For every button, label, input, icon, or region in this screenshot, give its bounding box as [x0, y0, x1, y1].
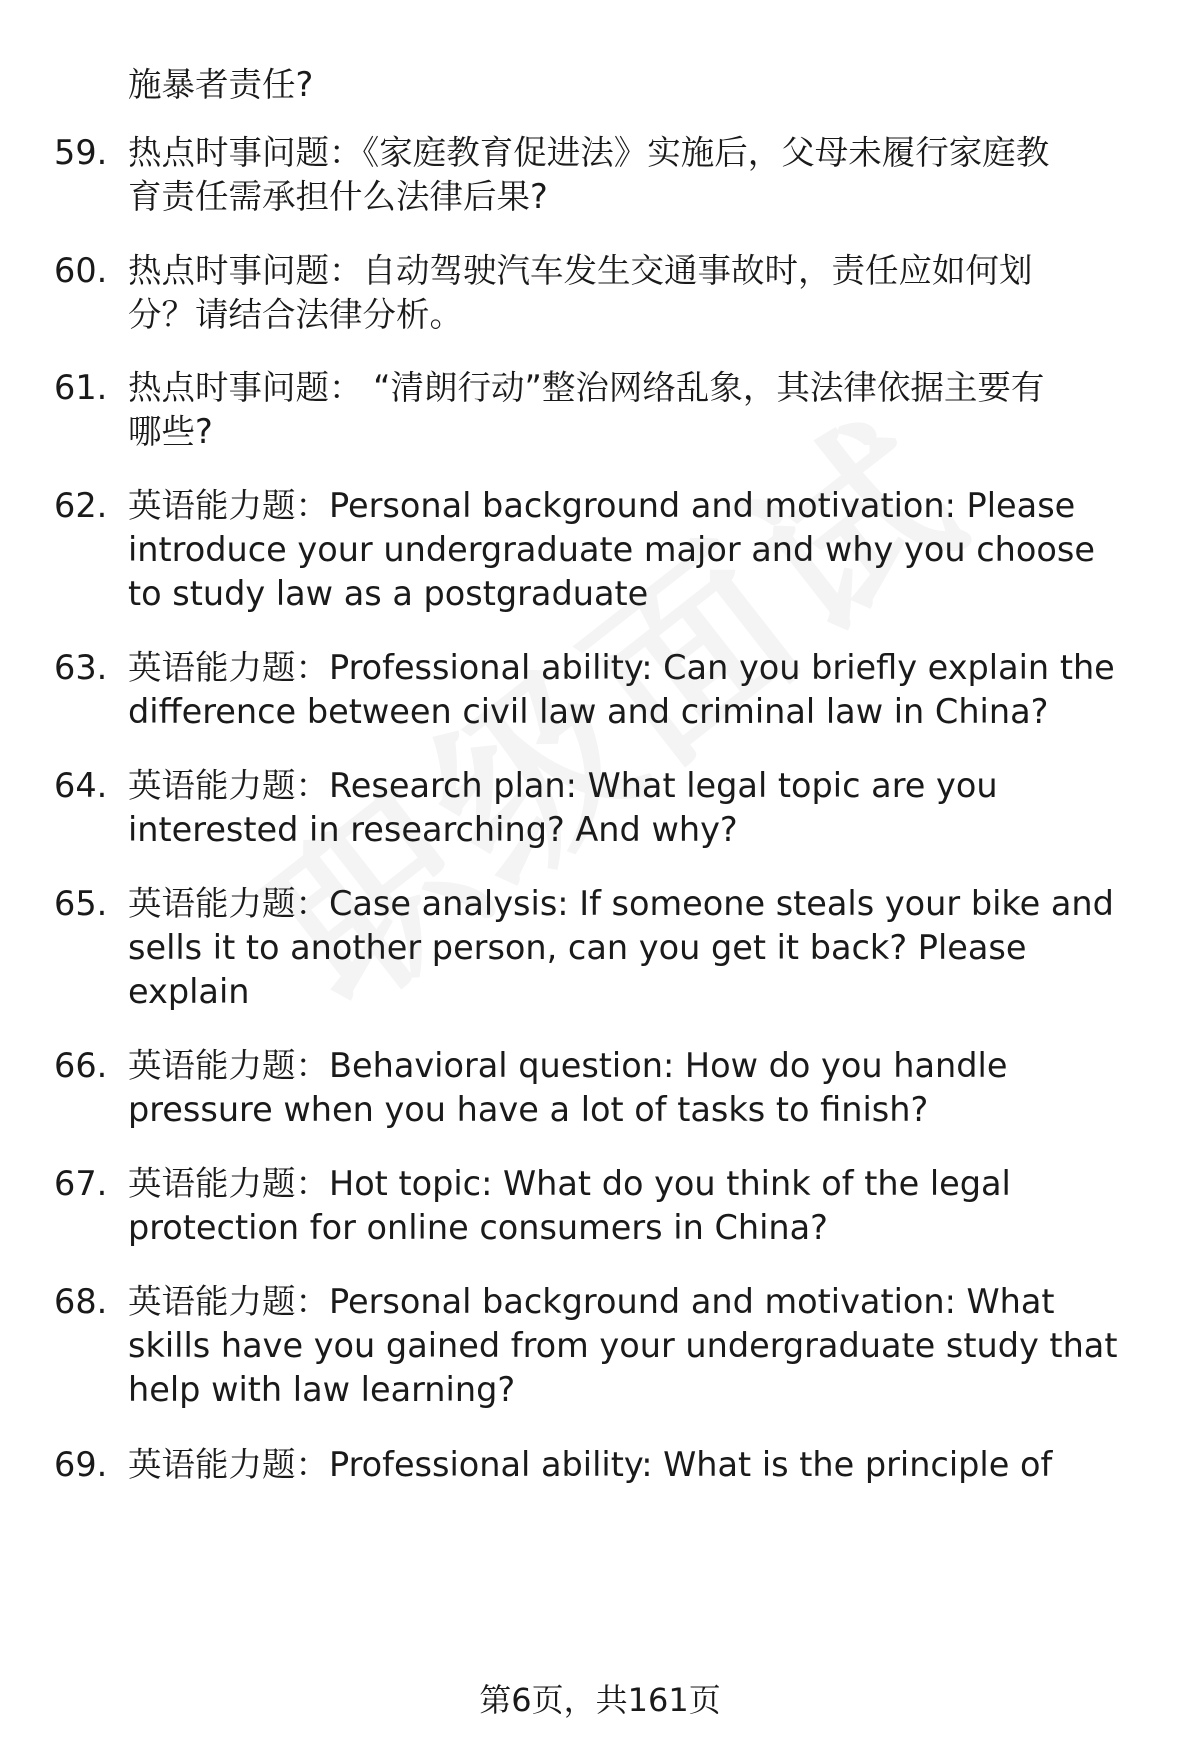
- item-line: 英语能力题：Personal background and motivation: What: [128, 1282, 1055, 1321]
- item-line: skills have you gained from your undergraduate study that: [128, 1326, 1118, 1365]
- item-number: 64.: [54, 766, 108, 805]
- item-number: 62.: [54, 486, 108, 525]
- item-line: protection for online consumers in China?: [128, 1208, 828, 1247]
- item-line: 英语能力题：Behavioral question: How do you handle: [128, 1046, 1008, 1085]
- item-number: 63.: [54, 648, 108, 687]
- item-line: explain: [128, 972, 250, 1011]
- item-line: pressure when you have a lot of tasks to finish?: [128, 1090, 929, 1129]
- page-footer: 第6页，共161页: [479, 1681, 721, 1719]
- item-line: 热点时事问题： “清朗行动”整治网络乱象，其法律依据主要有: [128, 368, 1045, 407]
- item-number: 68.: [54, 1282, 108, 1321]
- item-line: 英语能力题：Professional ability: What is the principle of: [128, 1445, 1053, 1484]
- item-line: 育责任需承担什么法律后果?: [128, 177, 548, 216]
- item-line: difference between civil law and criminal law in China?: [128, 692, 1049, 731]
- item-line: 英语能力题：Case analysis: If someone steals your bike and: [128, 884, 1114, 923]
- item-line: to study law as a postgraduate: [128, 574, 649, 613]
- item-number: 59.: [54, 133, 108, 172]
- item-number: 65.: [54, 884, 108, 923]
- item-line: 热点时事问题：《家庭教育促进法》实施后，父母未履行家庭教: [128, 133, 1050, 172]
- item-line: 哪些?: [128, 412, 213, 451]
- item-line: 英语能力题：Personal background and motivation: Please: [128, 486, 1076, 525]
- item-number: 69.: [54, 1445, 108, 1484]
- item-line: 英语能力题：Professional ability: Can you briefly explain the: [128, 648, 1115, 687]
- item-line: 英语能力题：Research plan: What legal topic are you: [128, 766, 998, 805]
- item-line: 英语能力题：Hot topic: What do you think of the legal: [128, 1164, 1011, 1203]
- item-number: 60.: [54, 251, 108, 290]
- item-line: sells it to another person, can you get it back? Please: [128, 928, 1027, 967]
- item-line: interested in researching? And why?: [128, 810, 738, 849]
- item-line: 热点时事问题：自动驾驶汽车发生交通事故时，责任应如何划: [128, 251, 1033, 290]
- item-line: help with law learning?: [128, 1370, 516, 1409]
- item-number: 66.: [54, 1046, 108, 1085]
- item-line: introduce your undergraduate major and why you choose: [128, 530, 1095, 569]
- item-line: 分？请结合法律分析。: [128, 295, 463, 334]
- item-number: 67.: [54, 1164, 108, 1203]
- item-number: 61.: [54, 368, 108, 407]
- continuation-line: 施暴者责任?: [128, 65, 314, 104]
